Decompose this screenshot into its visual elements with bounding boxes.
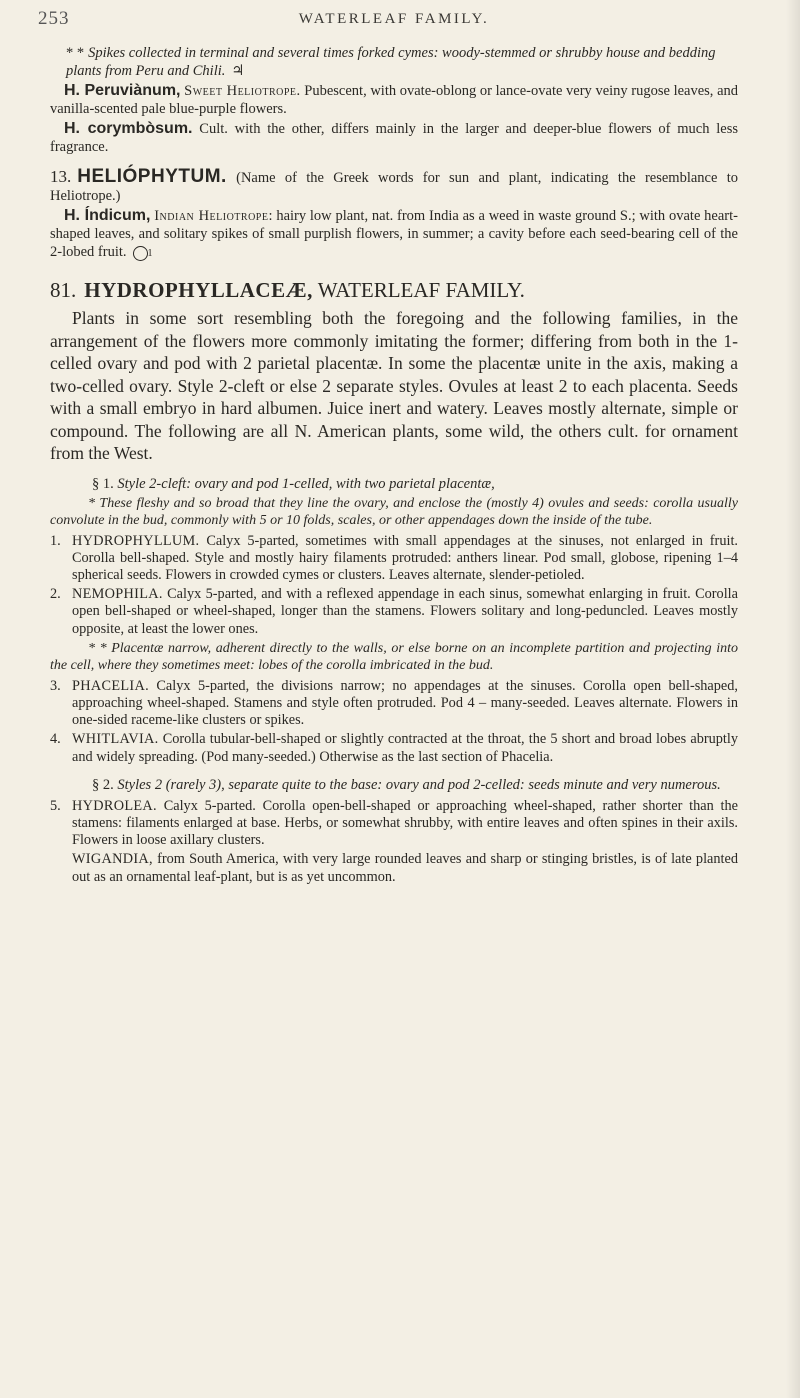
section-heading [50, 776, 738, 794]
wigandia-entry [72, 851, 738, 885]
species-description: Pubescent, with ovate-oblong or lance-ovate very veiny rugose leaves, and vanilla-scented pale blue-purple flowers. [50, 83, 739, 117]
section-note: * These fleshy and so broad that they line the ovary, and enclose the (mostly 4) ovules and seeds: corolla usually convolute in the bud, commonly with 5 or 10 folds, scales, or other appendages down the inside of the tube. [50, 495, 738, 528]
genus-entry-text: Calyx 5-parted, the divisions narrow; no appendages at the sinuses. Corolla open bell-shaped, approaching wheel-shaped. Stamens and style often protruded. Pod 4 – many-seeded. Leaves alternate. Flowers in one-sided raceme-like clusters or spikes. [72, 677, 738, 729]
genus-list [50, 678, 738, 766]
genus-entry-number: 2. [50, 586, 61, 603]
annual-symbol: 1 [133, 246, 148, 261]
species-name: H. Peruviànum, [64, 82, 181, 99]
genus-entry-name: PHACELIA. [72, 677, 149, 694]
section-text: Styles 2 (rarely 3), separate quite to the base: ovary and pod 2-celled: seeds minute and very numerous. [117, 776, 721, 793]
genus-heading [50, 168, 738, 205]
genus-number: 13. [50, 167, 72, 186]
note-stars: * * [66, 45, 85, 61]
family-heading [50, 277, 738, 303]
family-description: Plants in some sort resembling both the foregoing and the following families, in the arrangement of the flowers more commonly imitating the former; differing from both in the 1-celled ovary and pod with 2 parietal placentæ. In some the placentæ unite in the axis, making a two-celled ovary. Style 2-cleft or else 2 separate styles. Ovules at least 2 to each placenta. Seeds with a small embryo in hard albumen. Juice inert and watery. Leaves mostly alternate, simple or compound. The following are all N. American plants, some wild, the others cult. for ornament from the West. [50, 308, 738, 463]
genus-entry-text: Calyx 5-parted, sometimes with small appendages at the sinuses, not enlarged in fruit. Corolla bell-shaped. Style and mostly hairy filaments protruded: anthers linear. Pod small, globose, ripening 1–4 spherical seeds. Flowers in crowded cymes or clusters. Leaves alternate, slender-petioled. [72, 532, 738, 583]
genus-entry [50, 798, 738, 850]
genus-list [50, 798, 738, 850]
section-label: § 1. [92, 475, 114, 492]
genus-entry-name: HYDROLEA. [72, 797, 157, 814]
species-name: H. corymbòsum. [64, 120, 193, 137]
species-entry [50, 82, 738, 118]
genus-entry-number: 3. [50, 677, 61, 694]
note-text: Spikes collected in terminal and several times forked cymes: woody-stemmed or shrubby house and bedding plants from Peru and Chili. [66, 45, 716, 79]
genus-name: HELIÓPHYTUM. [77, 166, 227, 187]
section-heading [50, 475, 738, 493]
genus-list [50, 533, 738, 638]
genus-entry-name: WHITLAVIA. [72, 731, 159, 748]
species-name: H. Índicum, [64, 207, 151, 224]
family-name: HYDROPHYLLACEÆ, [84, 278, 313, 302]
species-description: Cult. with the other, differs mainly in the larger and deeper-blue flowers of much less fragrance. [50, 121, 739, 155]
running-header [38, 8, 738, 36]
species-description: : hairy low plant, nat. from India as a weed in waste ground S.; with ovate heart-shaped leaves, and solitary spikes of small purplish flowers, in summer; a cavity before each seed-bearing cell of the 2-lobed fruit. [50, 208, 738, 260]
genus-entry [50, 678, 738, 730]
genus-entry-text: Corolla tubular-bell-shaped or slightly contracted at the throat, the 5 short and broad lobes abruptly and widely spreading. (Pod many-seeded.) Otherwise as the last section of Phacelia. [72, 731, 738, 765]
genus-entry-text: Calyx 5-parted, and with a reflexed appendage in each sinus, somewhat enlarging in fruit. Corolla open bell-shaped or wheel-shaped, longer than the stamens. Flowers solitary and long-peduncled. Leaves mostly opposite, at least the lower ones. [72, 586, 738, 637]
species-entry [50, 207, 738, 261]
genus-entry [50, 731, 738, 765]
genus-entry [50, 586, 738, 638]
page-edge-shadow [786, 0, 800, 1398]
genus-entry-number: 5. [50, 797, 61, 814]
wigandia-text: from South America, with very large rounded leaves and sharp or stinging bristles, is of late planted out as an ornamental leaf-plant, but is as yet uncommon. [72, 851, 738, 885]
genus-entry-name: NEMOPHILA. [72, 586, 163, 603]
section-text: Style 2-cleft: ovary and pod 1-celled, with two parietal placentæ, [117, 475, 495, 492]
genus-entry-text: Calyx 5-parted. Corolla open-bell-shaped or approaching wheel-shaped, rather shorter than the stamens: filaments enlarged at base. Herbs, or somewhat shrubby, with entire leaves and often spines in their axils. Flowers in loose axillary clusters. [72, 797, 738, 849]
genus-entry [50, 533, 738, 585]
section-label: § 2. [92, 776, 114, 793]
genus-entry-name: HYDROPHYLLUM. [72, 532, 200, 549]
family-number: 81. [50, 278, 77, 302]
running-title: WATERLEAF FAMILY. [298, 11, 490, 27]
page-number: 253 [38, 8, 70, 29]
genus-etymology: (Name of the Greek words for sun and plant, indicating the resemblance to Heliotrope.) [50, 170, 738, 204]
species-common-name: Sweet Heliotrope. [184, 83, 301, 99]
family-common-name: WATERLEAF FAMILY. [317, 278, 525, 302]
wigandia-name: WIGANDIA, [72, 851, 153, 868]
perennial-symbol: ♃ [231, 63, 245, 79]
heliotrope-note [66, 44, 738, 80]
genus-entry-number: 1. [50, 532, 61, 549]
species-common-name: Indian Heliotrope [154, 208, 269, 224]
placentae-note: * * Placentæ narrow, adherent directly to the walls, or else borne on an incomplete partition and projecting into the cell, where they sometimes meet: lobes of the corolla imbricated in the bud. [50, 640, 738, 673]
genus-entry-number: 4. [50, 731, 61, 748]
species-entry [50, 120, 738, 156]
